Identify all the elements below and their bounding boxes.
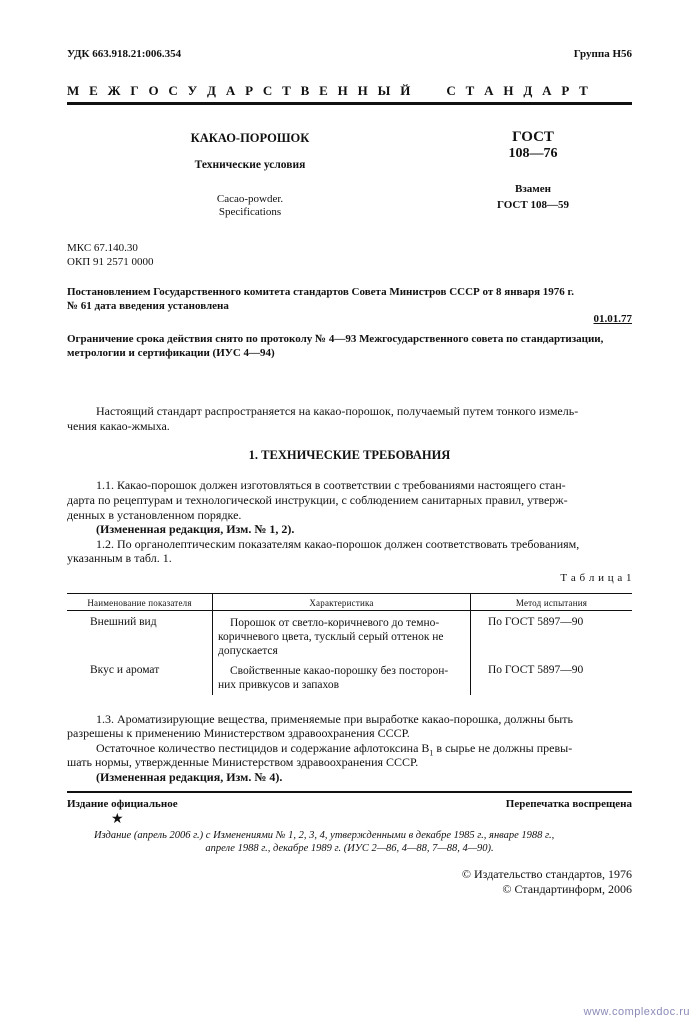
footer-rule <box>67 791 632 793</box>
intro-line2: чения какао-жмыха. <box>67 419 170 433</box>
star-icon: ★ <box>111 811 124 827</box>
table-row-1-name: Внешний вид <box>90 616 157 628</box>
intro-line1: Настоящий стандарт распространяется на какао-порошок, получаемый путем тонкого измель- <box>96 404 579 418</box>
table-row-2-char-line1: Свойственные какао-порошку без посторон- <box>230 665 449 677</box>
copyright-2006: © Стандартинформ, 2006 <box>502 882 632 896</box>
document-subtitle: Технические условия <box>194 159 306 171</box>
header-thick-rule <box>67 102 632 105</box>
table-row-2-method: По ГОСТ 5897—90 <box>488 664 584 676</box>
section-heading: 1. ТЕХНИЧЕСКИЕ ТРЕБОВАНИЯ <box>248 448 451 462</box>
group-code: Группа Н56 <box>573 48 632 60</box>
table-row-1-char-line2: коричневого цвета, тусклый серый оттенок не <box>218 631 444 643</box>
p11-line3: денных в установленном порядке. <box>67 508 242 522</box>
gost-label: ГОСТ <box>512 129 554 145</box>
table-col-divider-1 <box>212 593 213 695</box>
gost-number: 108—76 <box>508 146 558 161</box>
replaces-value: ГОСТ 108—59 <box>497 199 569 211</box>
p13-line1: 1.3. Ароматизирующие вещества, применяемые при выработке какао-порошка, должны быть <box>96 712 573 726</box>
p11-line1: 1.1. Какао-порошок должен изготовляться в соответствии с требованиями настоящего стан- <box>96 478 566 492</box>
english-title-line1: Cacao-powder. <box>216 193 284 205</box>
okp-code: ОКП 91 2571 0000 <box>67 256 154 268</box>
table-header-rule <box>67 610 632 611</box>
pesticides-line2: шать нормы, утвержденные Министерством здравоохранения СССР. <box>67 755 419 769</box>
table-caption: Т а б л и ц а 1 <box>560 572 632 584</box>
udk-code: УДК 663.918.21:006.354 <box>67 48 182 60</box>
document-title: КАКАО-ПОРОШОК <box>190 131 310 145</box>
decree-line2: № 61 дата введения установлена <box>67 300 229 312</box>
aflatoxin-subscript: 1 <box>429 748 434 758</box>
english-title-line2: Specifications <box>218 206 282 218</box>
p13-edit-note: (Измененная редакция, Изм. № 4). <box>96 770 283 784</box>
introduction-date: 01.01.77 <box>593 313 632 325</box>
p12-line2: указанным в табл. 1. <box>67 551 172 565</box>
p11-edit-note: (Измененная редакция, Изм. № 1, 2). <box>96 522 295 536</box>
table-header-characteristic: Характеристика <box>309 598 374 608</box>
p13-line2: разрешены к применению Министерством здравоохранения СССР. <box>67 726 410 740</box>
table-row-1-characteristic <box>218 616 468 658</box>
table-row-1-char-line1: Порошок от светло-коричневого до темно- <box>230 617 440 629</box>
table-row-2-characteristic <box>218 664 468 692</box>
edition-note-line2: апреле 1988 г., декабре 1989 г. (ИУС 2—86, 4—88, 7—88, 4—90). <box>205 843 494 854</box>
replaces-label: Взамен <box>515 183 551 195</box>
table-header-method: Метод испытания <box>515 598 588 608</box>
site-watermark: www.complexdoc.ru <box>583 1006 690 1018</box>
official-edition: Издание официальное <box>67 798 178 810</box>
reprint-prohibited: Перепечатка воспрещена <box>505 798 632 810</box>
restriction-line1: Ограничение срока действия снято по протоколу № 4—93 Межгосударственного совета по стандартизации, <box>67 333 604 345</box>
table-row-2-char-line2: них привкусов и запахов <box>218 679 340 691</box>
table-row-2-name: Вкус и аромат <box>90 664 160 676</box>
edition-note-line1: Издание (апрель 2006 г.) с Изменениями № 1, 2, 3, 4, утвержденными в декабре 1985 г., январе 1988 г., <box>94 830 555 841</box>
table-row-1-method: По ГОСТ 5897—90 <box>488 616 584 628</box>
mks-code: МКС 67.140.30 <box>67 242 138 254</box>
table-row-1-char-line3: допускается <box>218 645 278 657</box>
table-header-name: Наименование показателя <box>87 598 192 608</box>
interstate-standard-banner: М Е Ж Г О С У Д А Р С Т В Е Н Н Ы Й С Т А Н Д А Р Т <box>67 83 592 98</box>
pesticides-line1-a: Остаточное количество пестицидов и содержание афлотоксина B <box>96 741 430 755</box>
table-col-divider-2 <box>470 593 471 695</box>
decree-line1: Постановлением Государственного комитета стандартов Совета Министров СССР от 8 января 1976 г. <box>67 286 575 298</box>
copyright-1976: © Издательство стандартов, 1976 <box>461 867 632 881</box>
table-top-rule <box>67 593 632 594</box>
pesticides-line1-b: в сырье не должны превы- <box>433 741 573 755</box>
restriction-line2: метрологии и сертификации (ИУС 4—94) <box>67 347 275 359</box>
p11-line2: дарта по рецептурам и технологической инструкции, с соблюдением санитарных правил, утверж- <box>67 493 568 507</box>
p12-line1: 1.2. По органолептическим показателям какао-порошок должен соответствовать требованиям, <box>96 537 580 551</box>
